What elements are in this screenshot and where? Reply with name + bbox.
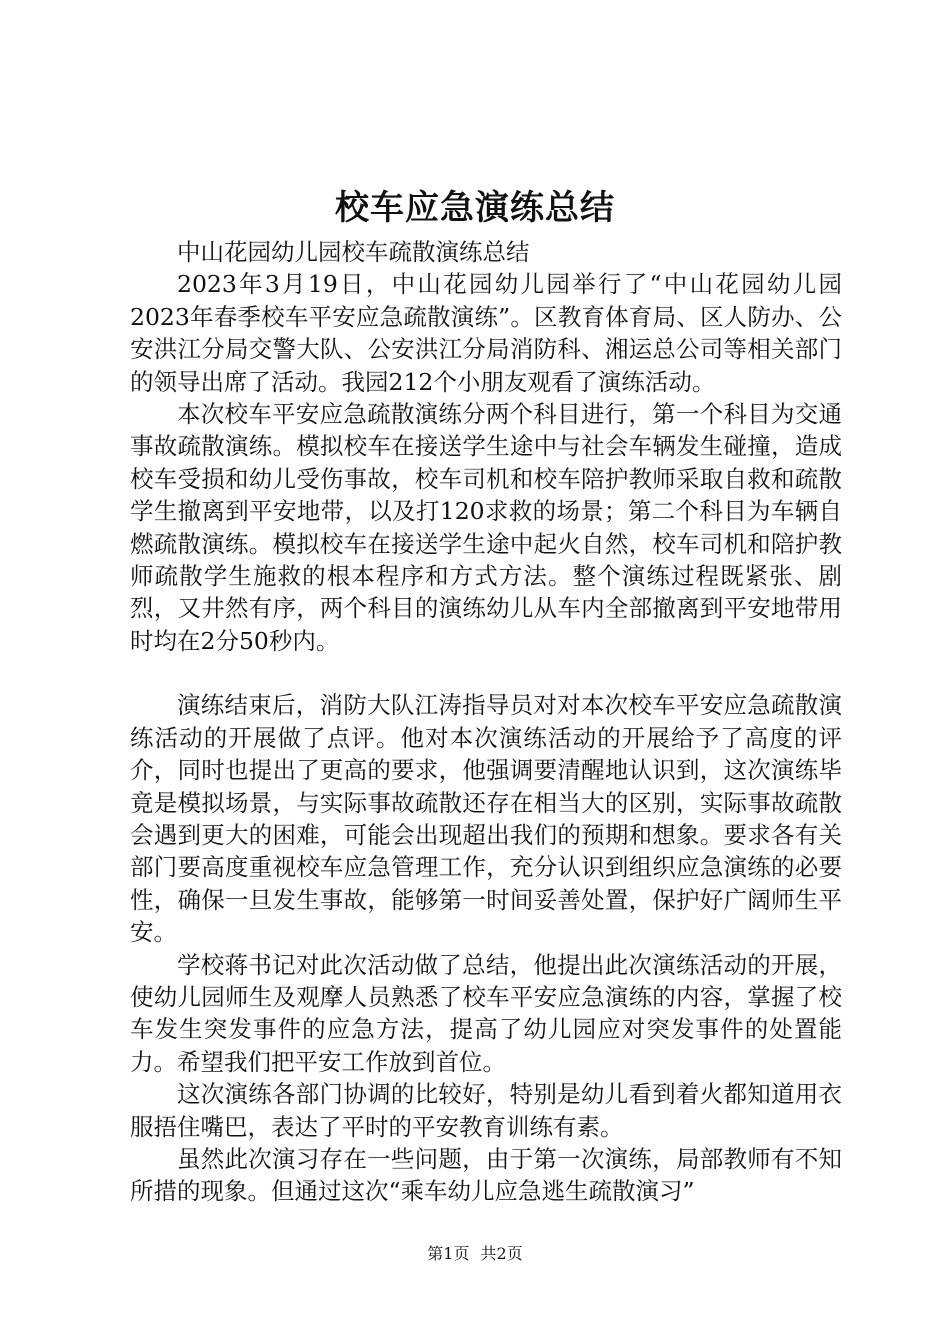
body-paragraph: 2023年3月19日，中山花园幼儿园举行了“中山花园幼儿园2023年春季校车平安应急疏散演练”。区教育体育局、区人防办、公安洪江分局交警大队、公安洪江分局消防科、湘运总公司等相关部门的领导出席了活动。我园212个小朋友观看了演练活动。: [130, 270, 842, 396]
body-paragraph: 学校蒋书记对此次活动做了总结，他提出此次演练活动的开展，使幼儿园师生及观摩人员熟悉了校车平安应急演练的内容，掌握了校车发生突发事件的应急方法，提高了幼儿园应对突发事件的处置能力。希望我们把平安工作放到首位。: [130, 950, 842, 1076]
page-total: 共2页: [480, 1244, 523, 1263]
document-body: [130, 236, 842, 1208]
page-number: 第1页: [427, 1244, 470, 1263]
body-paragraph: 虽然此次演习存在一些问题，由于第一次演练，局部教师有不知所措的现象。但通过这次“乘车幼儿应急逃生疏散演习”: [130, 1144, 842, 1206]
body-paragraph: 本次校车平安应急疏散演练分两个科目进行，第一个科目为交通事故疏散演练。模拟校车在接送学生途中与社会车辆发生碰撞，造成校车受损和幼儿受伤事故，校车司机和校车陪护教师采取自救和疏散学生撤离到平安地带，以及打120求救的场景；第二个科目为车辆自燃疏散演练。模拟校车在接送学生途中起火自然，校车司机和陪护教师疏散学生施救的根本程序和方式方法。整个演练过程既紧张、剧烈，又井然有序，两个科目的演练幼儿从车内全部撤离到平安地带用时均在2分50秒内。: [130, 400, 842, 655]
body-paragraph: 演练结束后，消防大队江涛指导员对对本次校车平安应急疏散演练活动的开展做了点评。他对本次演练活动的开展给予了高度的评介，同时也提出了更高的要求，他强调要清醒地认识到，这次演练毕竟是模拟场景，与实际事故疏散还存在相当大的区别，实际事故疏散会遇到更大的困难，可能会出现超出我们的预期和想象。要求各有关部门要高度重视校车应急管理工作，充分认识到组织应急演练的必要性，确保一旦发生事故，能够第一时间妥善处置，保护好广阔师生平安。: [130, 691, 842, 947]
document-title: 校车应急演练总结: [335, 188, 615, 228]
subtitle-paragraph: 中山花园幼儿园校车疏散演练总结: [177, 238, 530, 266]
body-paragraph: 这次演练各部门协调的比较好，特别是幼儿看到着火都知道用衣服捂住嘴巴，表达了平时的平安教育训练有素。: [130, 1080, 842, 1141]
page-footer: [0, 1244, 950, 1264]
